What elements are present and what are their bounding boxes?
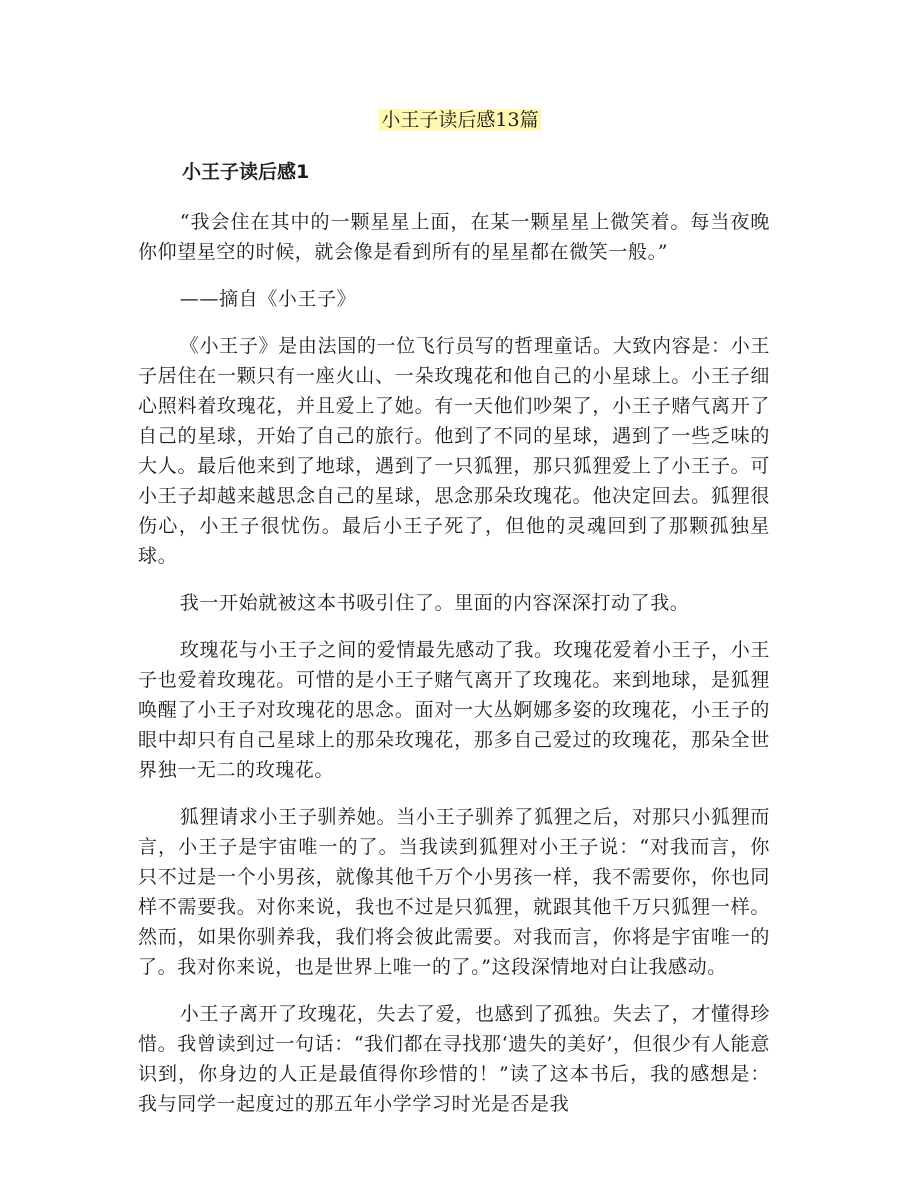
document-title	[0, 105, 920, 135]
body-paragraph: 我一开始就被这本书吸引住了。里面的内容深深打动了我。	[179, 592, 690, 614]
quote-paragraph: “我会住在其中的一颗星星上面，在某一颗星星上微笑着。每当夜晚你仰望星空的时候，就会像是看到所有的星星都在微笑一般。”	[138, 211, 770, 263]
body-paragraph: 狐狸请求小王子驯养她。当小王子驯养了狐狸之后，对那只小狐狸而言，小王子是宇宙唯一的了。当我读到狐狸对小王子说：“对我而言，你只不过是一个小男孩，就像其他千万个小男孩一样，我不需要你，你也同样不需要我。对你来说，我也不过是只狐狸，就跟其他千万只狐狸一样。然而，如果你驯养我，我们将会彼此需要。对我而言，你将是宇宙唯一的了。我对你来说，也是世界上唯一的了。”这段深情地对白让我感动。	[138, 806, 770, 978]
body-paragraph: 小王子离开了玫瑰花，失去了爱，也感到了孤独。失去了，才懂得珍惜。我曾读到过一句话：“我们都在寻找那‘遗失的美好’，但很少有人能意识到，你身边的人正是最值得你珍惜的！”读了这本书后，我的感想是：我与同学一起度过的那五年小学学习时光是否是我	[138, 1003, 770, 1115]
summary-paragraph: 《小王子》是由法国的一位飞行员写的哲理童话。大致内容是：小王子居住在一颗只有一座火山、一朵玫瑰花和他自己的小星球上。小王子细心照料着玫瑰花，并且爱上了她。有一天他们吵架了，小王子赌气离开了自己的星球，开始了自己的旅行。他到了不同的星球，遇到了一些乏味的大人。最后他来到了地球，遇到了一只狐狸，那只狐狸爱上了小王子。可小王子却越来越思念自己的星球，思念那朵玫瑰花。他决定回去。狐狸很伤心，小王子很忧伤。最后小王子死了，但他的灵魂回到了那颗孤独星球。	[138, 335, 770, 567]
section-heading: 小王子读后感1	[182, 161, 310, 183]
quote-attribution: ——摘自《小王子》	[179, 288, 357, 310]
document-title-text: 小王子读后感13篇	[381, 109, 539, 131]
document-body	[138, 207, 770, 1136]
body-paragraph: 玫瑰花与小王子之间的爱情最先感动了我。玫瑰花爱着小王子，小王子也爱着玫瑰花。可惜的是小王子赌气离开了玫瑰花。来到地球，是狐狸唤醒了小王子对玫瑰花的思念。面对一大丛婀娜多姿的玫瑰花，小王子的眼中却只有自己星球上的那朵玫瑰花，那多自己爱过的玫瑰花，那朵全世界独一无二的玫瑰花。	[138, 639, 770, 781]
